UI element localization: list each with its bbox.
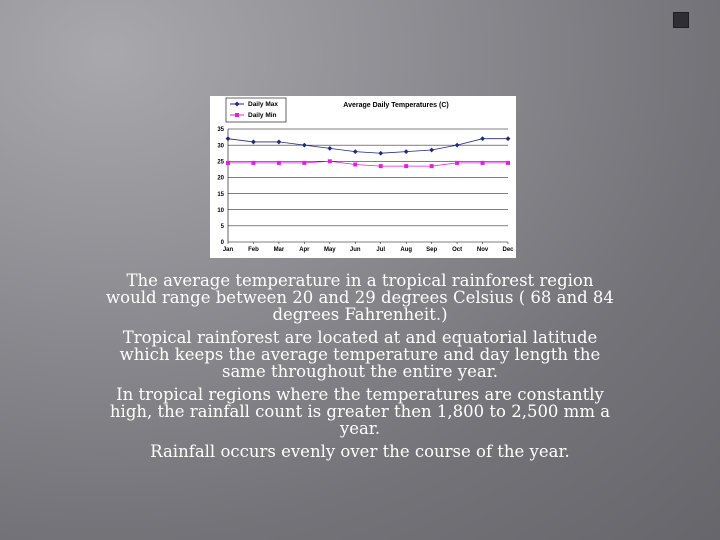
point-daily-max-oct xyxy=(455,143,460,148)
y-tick-label-30: 30 xyxy=(217,143,224,150)
paragraph-rainfall-count: In tropical regions where the temperatures are constantly high, the rainfall count is greater then 1,800 to 2,500 mm a year. xyxy=(109,385,611,438)
x-tick-label-oct: Oct xyxy=(452,247,463,253)
chart-gridlines xyxy=(228,129,508,242)
x-tick-label-aug: Aug xyxy=(400,247,413,253)
point-daily-min-jan xyxy=(226,161,230,165)
y-tick-label-25: 25 xyxy=(217,159,224,166)
y-tick-label-35: 35 xyxy=(217,127,224,134)
chart-title: Average Daily Temperatures (C) xyxy=(343,102,449,109)
point-daily-max-nov xyxy=(480,136,485,141)
x-tick-label-dec: Dec xyxy=(502,247,514,253)
point-daily-min-nov xyxy=(481,161,485,165)
point-daily-max-jan xyxy=(226,136,231,141)
point-daily-min-sep xyxy=(430,164,434,168)
point-daily-min-dec xyxy=(506,161,510,165)
point-daily-max-may xyxy=(327,146,332,151)
y-tick-label-20: 20 xyxy=(217,175,224,182)
point-daily-min-aug xyxy=(404,164,408,168)
series-line-daily-min xyxy=(228,161,508,166)
x-tick-label-apr: Apr xyxy=(299,247,310,253)
point-daily-max-apr xyxy=(302,143,307,148)
y-tick-label-15: 15 xyxy=(217,191,224,198)
point-daily-min-mar xyxy=(277,161,281,165)
paragraph-temperature-range: The average temperature in a tropical rainforest region would range between 20 and 29 degrees Celsius ( 68 and 84 degrees Fahrenheit.) xyxy=(106,271,614,324)
x-tick-label-may: May xyxy=(323,247,336,253)
point-daily-min-jul xyxy=(379,164,383,168)
point-daily-max-mar xyxy=(277,140,282,145)
x-tick-label-nov: Nov xyxy=(476,247,489,253)
temperature-chart xyxy=(210,96,516,258)
legend-label-daily-max: Daily Max xyxy=(248,101,278,108)
chart-legend xyxy=(226,98,286,122)
point-daily-max-jul xyxy=(378,151,383,156)
y-tick-label-10: 10 xyxy=(217,207,224,214)
slide-body-text xyxy=(100,272,620,466)
point-daily-max-aug xyxy=(404,149,409,154)
series-line-daily-max xyxy=(228,139,508,154)
x-tick-label-jan: Jan xyxy=(222,247,234,253)
x-tick-label-sep: Sep xyxy=(426,247,438,253)
y-tick-label-0: 0 xyxy=(220,240,224,247)
paragraph-rainfall-even: Rainfall occurs evenly over the course of the year. xyxy=(150,442,570,461)
x-tick-label-feb: Feb xyxy=(248,247,259,253)
point-daily-min-feb xyxy=(251,161,255,165)
y-tick-label-5: 5 xyxy=(220,224,224,231)
legend-label-daily-min: Daily Min xyxy=(248,112,277,119)
x-tick-label-jun: Jun xyxy=(349,247,361,253)
point-daily-max-dec xyxy=(506,136,511,141)
legend-marker-daily-min xyxy=(235,113,239,117)
point-daily-min-jun xyxy=(353,163,357,167)
chart-axes xyxy=(217,127,514,253)
point-daily-max-sep xyxy=(429,148,434,153)
point-daily-min-may xyxy=(328,159,332,163)
point-daily-max-jun xyxy=(353,149,358,154)
chart-series xyxy=(226,136,511,168)
chart-canvas xyxy=(210,96,516,258)
point-daily-min-oct xyxy=(455,161,459,165)
point-daily-min-apr xyxy=(302,161,306,165)
corner-decoration xyxy=(673,12,689,28)
x-tick-label-mar: Mar xyxy=(273,247,285,253)
x-tick-label-jul: Jul xyxy=(376,247,386,253)
paragraph-equatorial-latitude: Tropical rainforest are located at and equatorial latitude which keeps the average temperature and day length the same throughout the entire year. xyxy=(119,328,601,381)
point-daily-max-feb xyxy=(251,140,256,145)
